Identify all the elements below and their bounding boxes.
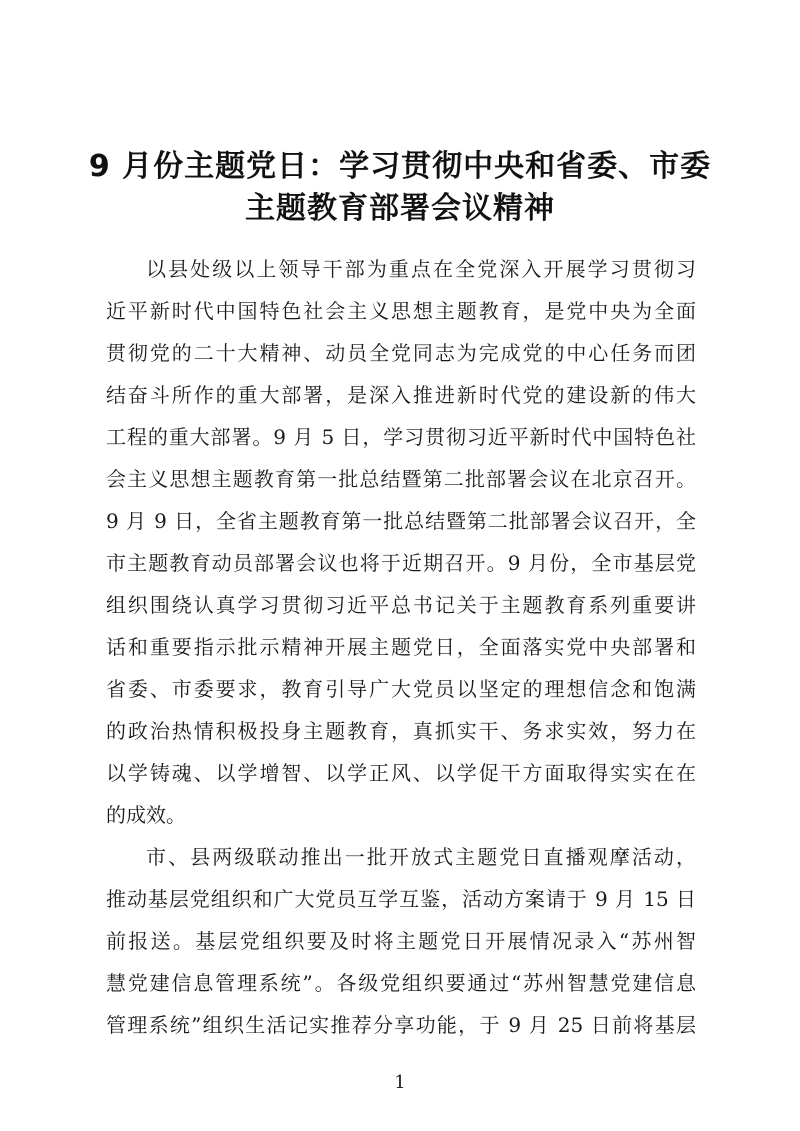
body-text-line: 组织围绕认真学习贯彻习近平总书记关于主题教育系列重要讲 [106, 593, 696, 617]
body-text-line: 省委、市委要求，教育引导广大党员以坚定的理想信念和饱满 [106, 677, 696, 701]
document-title-line-1: 9 月份主题党日：学习贯彻中央和省委、市委 [88, 149, 712, 184]
body-text-line: 贯彻党的二十大精神、动员全党同志为完成党的中心任务而团 [106, 341, 696, 365]
body-text-line: 结奋斗所作的重大部署，是深入推进新时代党的建设新的伟大 [106, 383, 696, 407]
body-text-line: 会主义思想主题教育第一批总结暨第二批部署会议在北京召开。 [106, 467, 696, 491]
body-text-line: 市主题教育动员部署会议也将于近期召开。9 月份，全市基层党 [106, 551, 696, 575]
page-number: 1 [394, 1072, 406, 1093]
body-text-line: 以县处级以上领导干部为重点在全党深入开展学习贯彻习 [146, 257, 696, 281]
body-text-line: 的政治热情积极投身主题教育，真抓实干、务求实效，努力在 [106, 719, 696, 743]
body-text-line: 话和重要指示批示精神开展主题党日，全面落实党中央部署和 [106, 635, 696, 659]
body-text-line: 推动基层党组织和广大党员互学互鉴，活动方案请于 9 月 15 日 [106, 887, 696, 911]
document-title-line-2: 主题教育部署会议精神 [245, 191, 555, 226]
body-text-line: 管理系统”组织生活记实推荐分享功能，于 9 月 25 日前将基层 [106, 1013, 696, 1037]
body-text-line: 慧党建信息管理系统”。各级党组织要通过“苏州智慧党建信息 [106, 971, 696, 995]
body-text-line: 的成效。 [106, 803, 186, 827]
body-text-line: 近平新时代中国特色社会主义思想主题教育，是党中央为全面 [106, 299, 696, 323]
body-text-line: 市、县两级联动推出一批开放式主题党日直播观摩活动， [146, 845, 696, 869]
body-text-line: 前报送。基层党组织要及时将主题党日开展情况录入“苏州智 [106, 929, 696, 953]
body-text-line: 工程的重大部署。9 月 5 日，学习贯彻习近平新时代中国特色社 [106, 425, 696, 449]
body-text-line: 9 月 9 日，全省主题教育第一批总结暨第二批部署会议召开，全 [106, 509, 696, 533]
body-text-line: 以学铸魂、以学增智、以学正风、以学促干方面取得实实在在 [106, 761, 696, 785]
